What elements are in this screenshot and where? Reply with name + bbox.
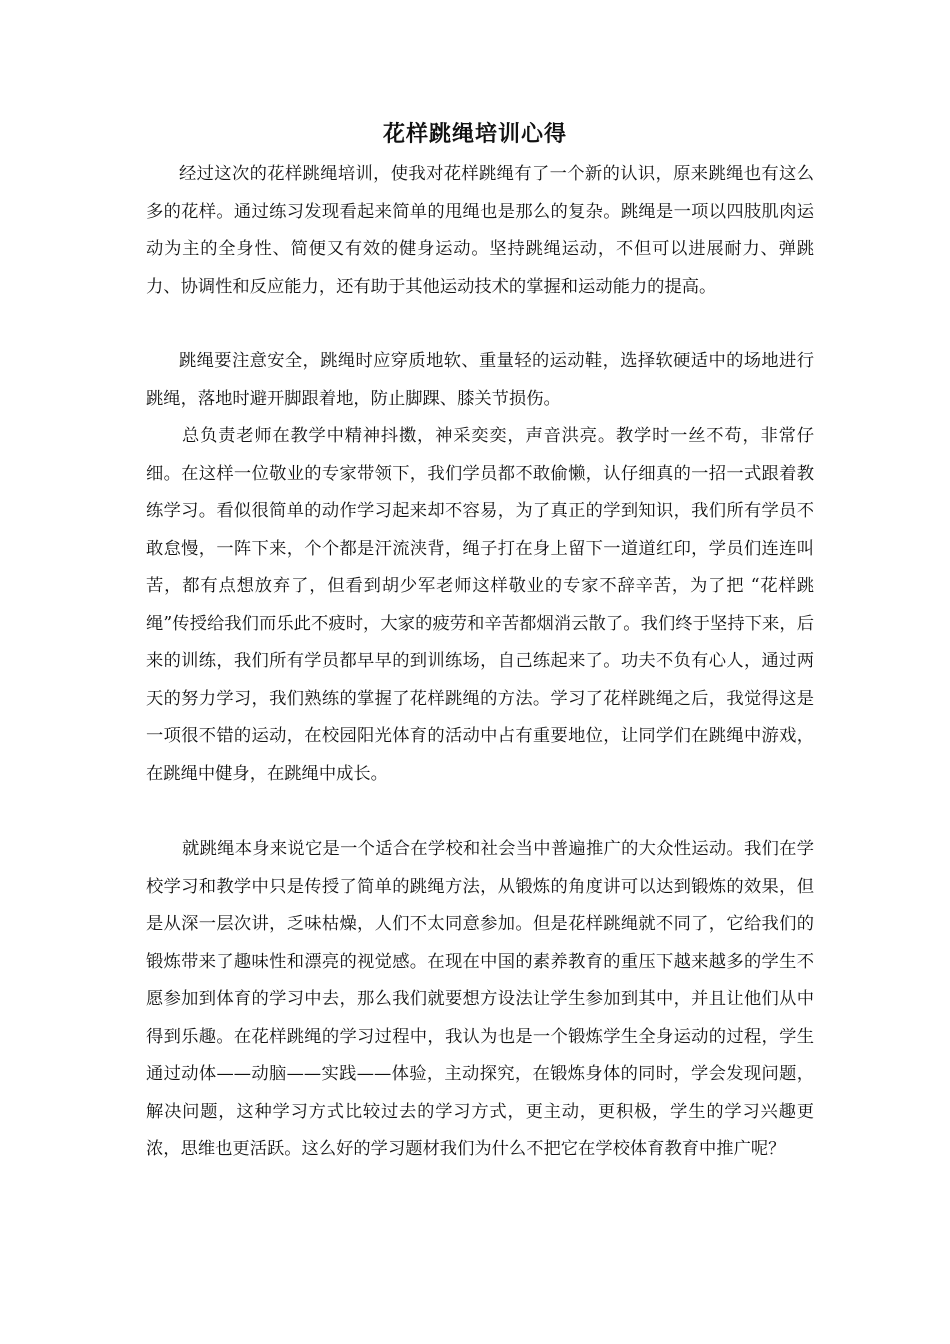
paragraph-4: 就跳绳本身来说它是一个适合在学校和社会当中普遍推广的大众性运动。我们在学校学习和教学中只是传授了简单的跳绳方法，从锻炼的角度讲可以达到锻炼的效果，但是从深一层次讲，乏味枯燥，人们不太同意参加。但是花样跳绳就不同了，它给我们的锻炼带来了趣味性和漂亮的视觉感。在现在中国的素养教育的重压下越来越多的学生不愿参加到体育的学习中去，那么我们就要想方设法让学生参加到其中，并且让他们从中得到乐趣。在花样跳绳的学习过程中，我认为也是一个锻炼学生全身运动的过程，学生通过动体——动脑——实践——体验，主动探究，在锻炼身体的同时，学会发现问题，解决问题，这种学习方式比较过去的学习方式，更主动，更积极，学生的学习兴趣更浓，思维也更活跃。这么好的学习题材我们为什么不把它在学校体育教育中推广呢？ (146, 839, 814, 1159)
paragraph-3: 总负责老师在教学中精神抖擞，神采奕奕，声音洪亮。教学时一丝不苟，非常仔细。在这样一位敬业的专家带领下，我们学员都不敢偷懒，认仔细真的一招一式跟着教练学习。看似很简单的动作学习起来却不容易，为了真正的学到知识，我们所有学员不敢怠慢，一阵下来，个个都是汗流浃背，绳子打在身上留下一道道红印，学员们连连叫苦，都有点想放弃了，但看到胡少军老师这样敬业的专家不辞辛苦，为了把 “花样跳绳”传授给我们而乐此不疲时，大家的疲劳和辛苦都烟消云散了。我们终于坚持下来，后来的训练，我们所有学员都早早的到训练场，自己练起来了。功夫不负有心人，通过两天的努力学习，我们熟练的掌握了花样跳绳的方法。学习了花样跳绳之后，我觉得这是一项很不错的运动，在校园阳光体育的活动中占有重要地位，让同学们在跳绳中游戏，在跳绳中健身，在跳绳中成长。 (146, 426, 814, 784)
paragraph-1: 经过这次的花样跳绳培训，使我对花样跳绳有了一个新的认识，原来跳绳也有这么多的花样。通过练习发现看起来简单的甩绳也是那么的复杂。跳绳是一项以四肢肌肉运动为主的全身性、简便又有效的健身运动。坚持跳绳运动，不但可以进展耐力、弹跳力、协调性和反应能力，还有助于其他运动技术的掌握和运动能力的提高。 (146, 164, 814, 297)
document-title: 花样跳绳培训心得 (382, 122, 567, 147)
paragraph-2: 跳绳要注意安全，跳绳时应穿质地软、重量轻的运动鞋，选择软硬适中的场地进行跳绳，落地时避开脚跟着地，防止脚踝、膝关节损伤。 (146, 351, 814, 409)
